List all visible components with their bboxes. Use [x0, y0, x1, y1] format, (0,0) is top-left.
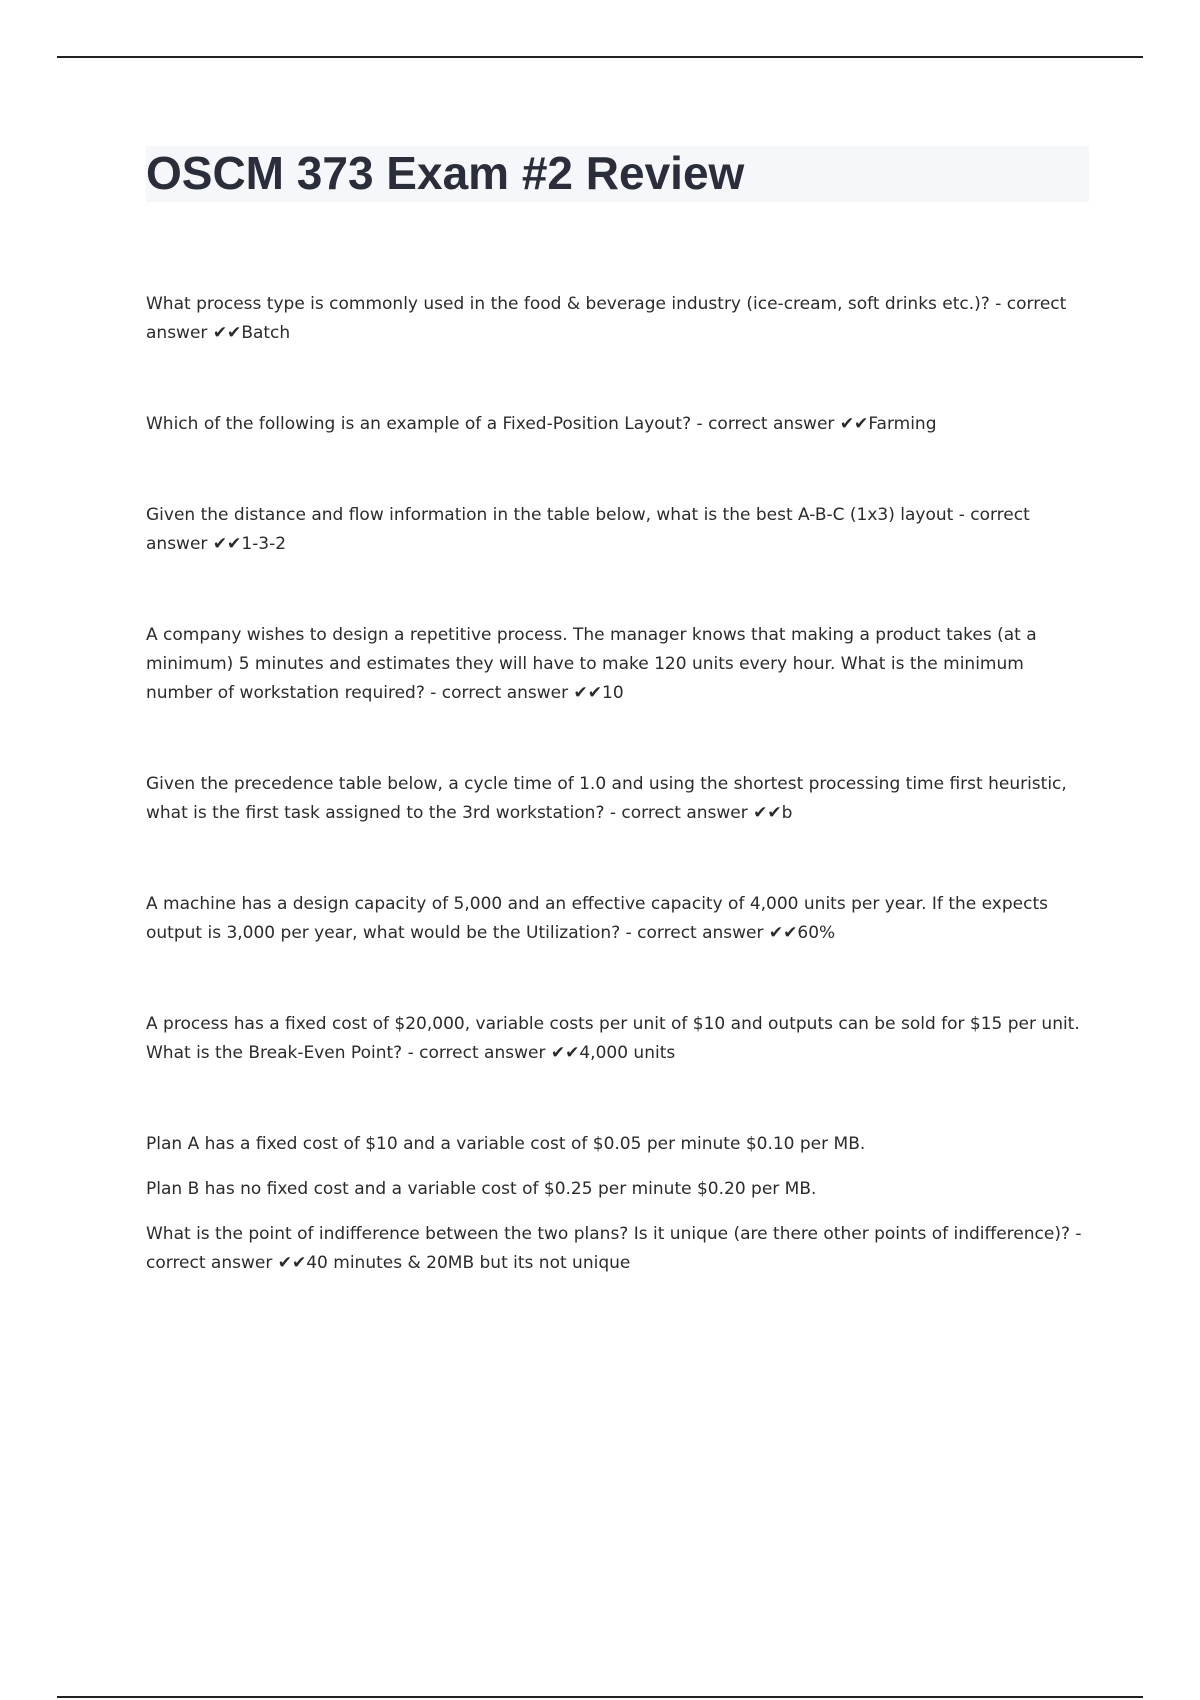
qa-item — [146, 1010, 1091, 1068]
answer-separator: - correct answer — [146, 294, 1067, 343]
checkmark-icon: ✔✔ — [212, 323, 242, 343]
question-text: What is the point of indifference between the two plans? Is it unique (are there other points of indifference)? — [146, 1224, 1070, 1244]
qa-item — [146, 501, 1091, 559]
qa-item — [146, 410, 1091, 439]
qa-item — [146, 890, 1091, 948]
answer-separator: - correct answer — [146, 1224, 1082, 1273]
top-divider — [57, 56, 1143, 58]
answer-text: 4,000 units — [579, 1043, 676, 1063]
answer-text: 60% — [797, 923, 836, 943]
answer-text: 10 — [602, 683, 624, 703]
checkmark-icon: ✔✔ — [753, 803, 782, 823]
page-title: OSCM 373 Exam #2 Review — [146, 147, 745, 199]
checkmark-icon: ✔✔ — [277, 1253, 307, 1273]
plan-comparison-item — [146, 1130, 1091, 1278]
plan-b-text: Plan B has no fixed cost and a variable cost of $0.25 per minute $0.20 per MB. — [146, 1179, 817, 1199]
question-text: What process type is commonly used in the food & beverage industry (ice-cream, soft drinks etc.)? — [146, 294, 990, 314]
checkmark-icon: ✔✔ — [839, 414, 869, 434]
question-text: Given the distance and flow information in the table below, what is the best A-B-C (1x3) layout — [146, 505, 954, 525]
answer-text: Farming — [868, 414, 937, 434]
answer-text: 40 minutes & 20MB but its not unique — [306, 1253, 631, 1273]
question-text: A machine has a design capacity of 5,000 and an effective capacity of 4,000 units per year. If the expects output is 3,000 per year, what would be the Utilization? — [146, 894, 1048, 943]
qa-list — [146, 290, 1091, 1278]
answer-separator: - correct answer — [146, 505, 1030, 554]
question-text: A process has a fixed cost of $20,000, variable costs per unit of $10 and outputs can be sold for $15 per unit. What is the Break-Even Point? — [146, 1014, 1080, 1063]
plan-a-text: Plan A has a fixed cost of $10 and a variable cost of $0.05 per minute $0.10 per MB. — [146, 1134, 866, 1154]
question-text: A company wishes to design a repetitive process. The manager knows that making a product takes (at a minimum) 5 minutes and estimates they will have to make 120 units every hour. What is the minimum number of workstation required? — [146, 625, 1037, 703]
checkmark-icon: ✔✔ — [550, 1043, 580, 1063]
checkmark-icon: ✔✔ — [768, 923, 798, 943]
qa-item — [146, 290, 1091, 348]
question-text: Which of the following is an example of a Fixed-Position Layout? — [146, 414, 692, 434]
answer-separator: - correct answer — [620, 923, 769, 943]
answer-separator: - correct answer — [424, 683, 574, 703]
answer-text: Batch — [241, 323, 291, 343]
bottom-divider — [57, 1696, 1143, 1698]
answer-separator: - correct answer — [402, 1043, 551, 1063]
checkmark-icon: ✔✔ — [212, 534, 242, 554]
checkmark-icon: ✔✔ — [573, 683, 603, 703]
question-text: Given the precedence table below, a cycle time of 1.0 and using the shortest processing time first heuristic, what is the first task assigned to the 3rd workstation? — [146, 774, 1067, 823]
qa-item — [146, 770, 1091, 828]
answer-separator: - correct answer — [691, 414, 840, 434]
answer-text: 1-3-2 — [241, 534, 287, 554]
qa-item — [146, 1220, 1091, 1278]
qa-item — [146, 621, 1091, 708]
answer-separator: - correct answer — [604, 803, 754, 823]
answer-text: b — [781, 803, 793, 823]
